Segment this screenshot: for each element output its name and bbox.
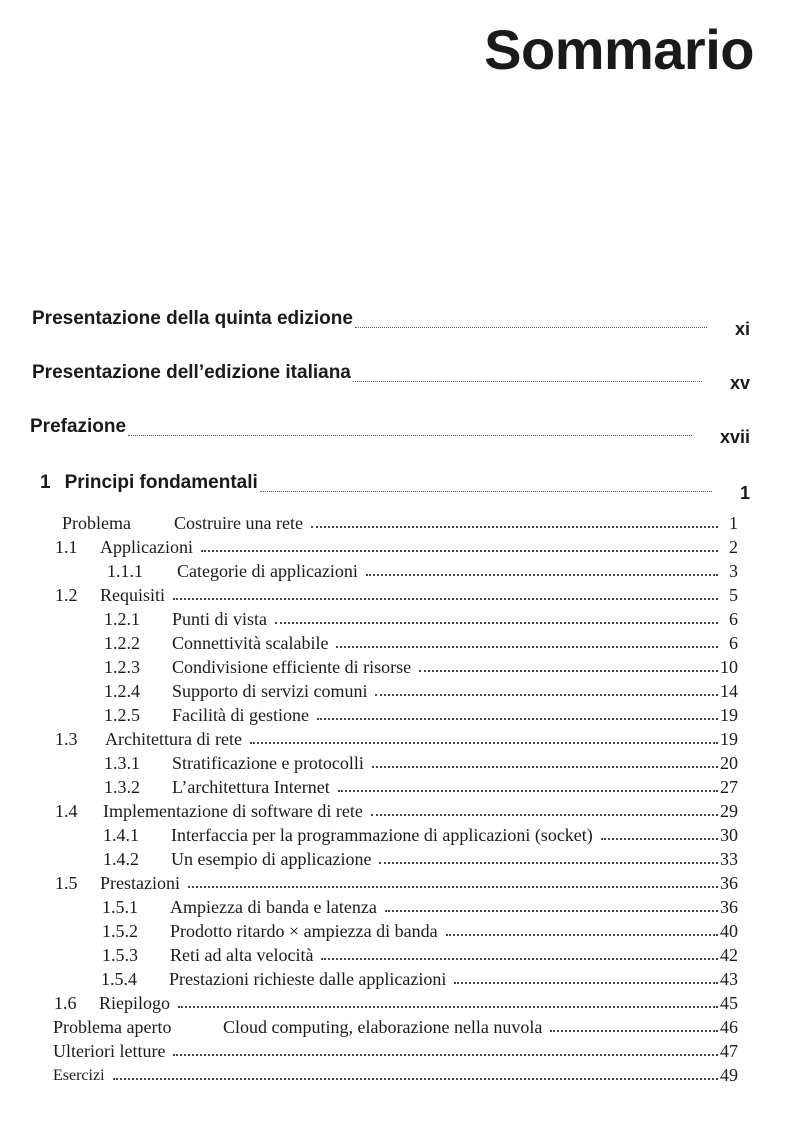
toc-entry[interactable]	[104, 676, 738, 700]
toc-page-number: 36	[720, 897, 738, 917]
toc-front-matter-row[interactable]	[32, 354, 750, 393]
dot-leader	[366, 574, 718, 576]
toc-entry[interactable]	[104, 628, 738, 652]
dot-leader	[250, 742, 718, 744]
toc-entry-title: Stratificazione e protocolli	[172, 753, 364, 773]
dot-leader	[260, 491, 712, 492]
dot-leader	[128, 435, 692, 436]
toc-entry[interactable]	[53, 1036, 738, 1060]
toc-entry[interactable]	[104, 700, 738, 724]
toc-entry-number: 1.4.2	[103, 849, 139, 869]
dot-leader	[385, 910, 718, 912]
toc-entry-number: 1.2.5	[104, 705, 140, 725]
toc-entry-title: Interfaccia per la programmazione di applicazioni (socket)	[171, 825, 593, 845]
dot-leader	[379, 862, 718, 864]
dot-leader	[178, 1006, 718, 1008]
dot-leader	[336, 646, 718, 648]
dot-leader	[173, 598, 718, 600]
toc-page-number: 43	[720, 969, 738, 989]
dot-leader	[550, 1030, 718, 1032]
page-title: Sommario	[484, 18, 754, 81]
dot-leader	[188, 886, 718, 888]
toc-entry-title: Prestazioni	[100, 873, 180, 893]
toc-page-number: 19	[720, 729, 738, 749]
toc-entry-title: Implementazione di software di rete	[103, 801, 363, 821]
toc-page-number: 30	[720, 825, 738, 845]
toc-entry-title: L’architettura Internet	[172, 777, 330, 797]
toc-entry-title: Categorie di applicazioni	[177, 561, 358, 581]
toc-entry-title: Punti di vista	[172, 609, 268, 629]
toc-page-number: 49	[720, 1065, 738, 1085]
toc-entry[interactable]	[101, 964, 738, 988]
toc-page-number: 6	[729, 609, 738, 629]
toc-entry-title: Prestazioni richieste dalle applicazioni	[169, 969, 447, 989]
toc-entry[interactable]	[55, 580, 738, 604]
toc-entry-number: 1.5.2	[102, 921, 138, 941]
toc-entry-title: Prodotto ritardo × ampiezza di banda	[170, 921, 438, 941]
dot-leader	[338, 790, 718, 792]
toc-page-number: 42	[720, 945, 738, 965]
toc-page-number: 19	[720, 705, 738, 725]
toc-page-number: xvii	[719, 427, 750, 447]
dot-leader	[321, 958, 718, 960]
toc-entry-number: 1.3.1	[104, 753, 140, 773]
toc-page-number: 6	[729, 633, 738, 653]
toc-entry-title: Prefazione	[30, 416, 127, 437]
toc-entry-number: 1.2.3	[104, 657, 140, 677]
toc-entry-title: Riepilogo	[99, 993, 170, 1013]
toc-entry-title: Architettura di rete	[105, 729, 242, 749]
toc-entry-title: Un esempio di applicazione	[171, 849, 372, 869]
dot-leader	[311, 526, 718, 528]
toc-entry-number: 1.3.2	[104, 777, 140, 797]
toc-page-number: 29	[720, 801, 738, 821]
toc-page-number: xi	[734, 319, 750, 339]
toc-entry[interactable]	[104, 772, 738, 796]
dot-leader	[355, 327, 707, 328]
toc-entry-number: 1.5.4	[101, 969, 137, 989]
toc-page-number: 14	[720, 681, 738, 701]
toc-page-number: 1	[739, 483, 750, 503]
toc-entry[interactable]	[104, 604, 738, 628]
dot-leader	[375, 694, 718, 696]
toc-entry[interactable]	[102, 940, 738, 964]
toc-front-matter-row[interactable]	[32, 300, 750, 339]
dot-leader	[113, 1078, 718, 1080]
toc-entry[interactable]	[102, 916, 738, 940]
toc-entry-number: 1.4.1	[103, 825, 139, 845]
toc-entry[interactable]	[104, 748, 738, 772]
dot-leader	[173, 1054, 718, 1056]
toc-entry-title: Presentazione della quinta edizione	[32, 308, 353, 329]
toc-entry[interactable]	[62, 508, 738, 532]
dot-leader	[454, 982, 718, 984]
toc-entry-title: Ampiezza di banda e latenza	[170, 897, 377, 917]
toc-entry-number: 1.1	[55, 537, 78, 557]
toc-page-number: 47	[720, 1041, 738, 1061]
toc-entry-number: 1.6	[54, 993, 77, 1013]
toc-page-number: 46	[720, 1017, 738, 1037]
toc-page-number: 20	[720, 753, 738, 773]
dot-leader	[372, 766, 718, 768]
toc-entry[interactable]	[53, 1060, 738, 1084]
toc-entry-title: Ulteriori letture	[53, 1041, 166, 1061]
toc-entry-title: Presentazione dell’edizione italiana	[32, 362, 351, 383]
toc-entry-title: Facilità di gestione	[172, 705, 309, 725]
toc-entry[interactable]	[103, 820, 738, 844]
toc-entry-number: 1.4	[55, 801, 78, 821]
toc-entry-number: 1.5.1	[102, 897, 138, 917]
toc-page-number: xv	[729, 373, 750, 393]
toc-entry-title: Supporto di servizi comuni	[172, 681, 368, 701]
toc-entry-title: Costruire una rete	[174, 513, 303, 533]
toc-entry-number: 1.5	[55, 873, 78, 893]
toc-entry-title: Condivisione efficiente di risorse	[172, 657, 412, 677]
toc-entry-title: Applicazioni	[100, 537, 193, 557]
toc-entry-number: 1.2	[55, 585, 78, 605]
toc-page-number: 1	[729, 513, 738, 533]
toc-entry-title: Esercizi	[53, 1067, 105, 1084]
toc-entry[interactable]	[55, 868, 738, 892]
toc-entry[interactable]	[55, 532, 738, 556]
toc-page-number: 40	[720, 921, 738, 941]
dot-leader	[419, 670, 718, 672]
dot-leader	[446, 934, 718, 936]
toc-entry-number: 1.2.4	[104, 681, 140, 701]
toc-entry[interactable]	[107, 556, 738, 580]
dot-leader	[353, 381, 702, 382]
toc-entry[interactable]	[104, 652, 738, 676]
dot-leader	[371, 814, 718, 816]
toc-page-number: 36	[720, 873, 738, 893]
toc-entry-number: 1.5.3	[102, 945, 138, 965]
dot-leader	[317, 718, 718, 720]
toc-entry-number: Problema	[62, 513, 131, 533]
toc-page-number: 45	[720, 993, 738, 1013]
toc-entry[interactable]	[103, 844, 738, 868]
toc-entry-number: 1.3	[55, 729, 78, 749]
toc-entry[interactable]	[102, 892, 738, 916]
toc-chapter-row[interactable]	[40, 464, 750, 503]
dot-leader	[275, 622, 718, 624]
toc-entry-number: 1.1.1	[107, 561, 143, 581]
toc-page-number: 10	[720, 657, 738, 677]
toc-page-number: 5	[729, 585, 738, 605]
toc-entry-number: 1.2.1	[104, 609, 140, 629]
toc-entry-title: Reti ad alta velocità	[170, 945, 314, 965]
toc-entry-number: 1.2.2	[104, 633, 140, 653]
toc-entry[interactable]	[55, 724, 738, 748]
chapter-number: 1	[40, 472, 51, 493]
toc-entry-title: Cloud computing, elaborazione nella nuvola	[223, 1017, 543, 1037]
toc-page-number: 2	[729, 537, 738, 557]
dot-leader	[601, 838, 718, 840]
toc-entry-title: Connettività scalabile	[172, 633, 329, 653]
toc-entry[interactable]	[55, 796, 738, 820]
chapter-title: Principi fondamentali	[64, 472, 258, 493]
toc-page-number: 3	[729, 561, 738, 581]
toc-entry-title: Requisiti	[100, 585, 166, 605]
dot-leader	[201, 550, 718, 552]
toc-page-number: 33	[720, 849, 738, 869]
toc-entry[interactable]	[53, 1012, 738, 1036]
toc-page-number: 27	[720, 777, 738, 797]
toc-front-matter-row[interactable]	[30, 408, 750, 447]
toc-entry[interactable]	[54, 988, 738, 1012]
toc-entry-number: Problema aperto	[53, 1017, 172, 1037]
